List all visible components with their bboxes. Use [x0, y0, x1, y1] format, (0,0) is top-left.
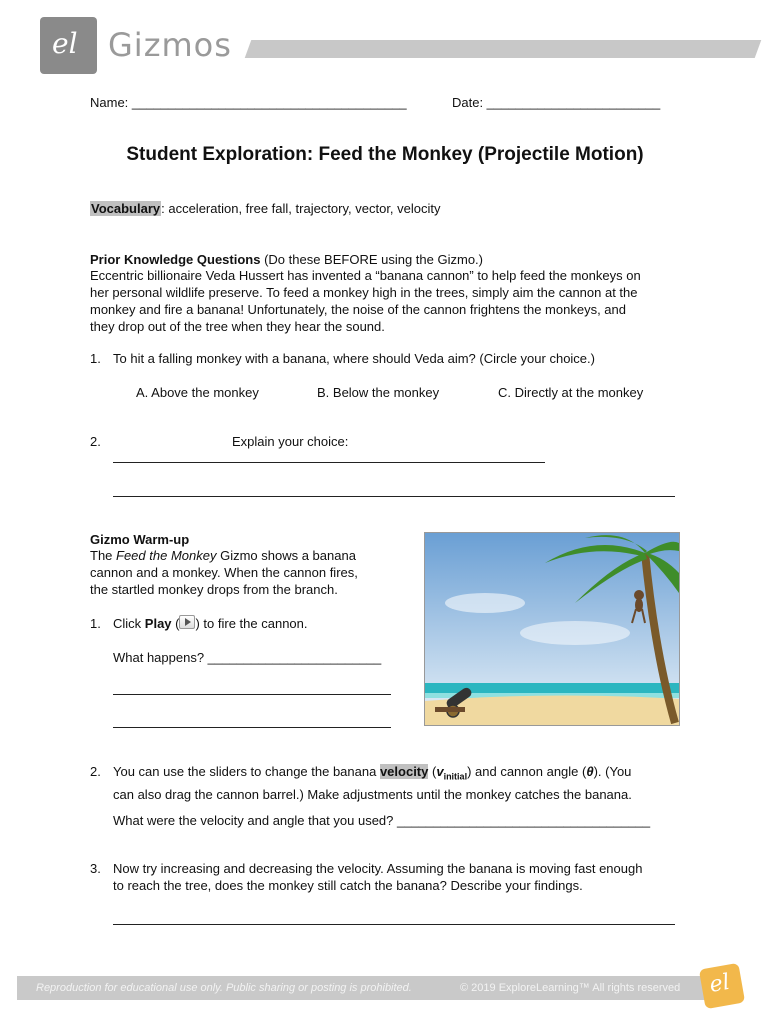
- choice-b[interactable]: B. Below the monkey: [317, 385, 440, 400]
- prior-line: they drop out of the tree when they hear the sound.: [90, 319, 385, 334]
- prior-q1-number: 1.: [90, 351, 101, 366]
- vocabulary: [90, 200, 441, 217]
- prior-q1-text: To hit a falling monkey with a banana, where should Veda aim? (Circle your choice.): [113, 351, 595, 366]
- q3-line: to reach the tree, does the monkey still catch the banana? Describe your findings.: [113, 878, 583, 893]
- page-title: Student Exploration: Feed the Monkey (Projectile Motion): [126, 144, 644, 165]
- q3-line: Now try increasing and decreasing the velocity. Assuming the banana is moving fast enough: [113, 861, 643, 876]
- footer-copyright: © 2019 ExploreLearning™ All rights reserved: [460, 982, 681, 994]
- prior-q2-number: 2.: [90, 434, 101, 449]
- q2-text: (: [428, 764, 437, 779]
- answer-line[interactable]: [113, 727, 391, 728]
- prior-paragraph: [90, 267, 690, 335]
- vocabulary-terms: : acceleration, free fall, trajectory, vector, velocity: [161, 201, 441, 216]
- q1-text: (: [171, 616, 180, 631]
- gizmo-scene: [425, 533, 679, 725]
- warmup-intro-line: the startled monkey drops from the branch.: [90, 582, 338, 597]
- warmup-q2-number: 2.: [90, 764, 101, 779]
- answer-line[interactable]: [113, 694, 391, 695]
- prior-heading-note: (Do these BEFORE using the Gizmo.): [260, 252, 483, 267]
- warmup-q1-number: 1.: [90, 616, 101, 631]
- q2-text: ). (You: [593, 764, 632, 779]
- initial-subscript: initial: [443, 771, 468, 782]
- gizmo-name: Feed the Monkey: [116, 548, 217, 563]
- answer-line[interactable]: [113, 462, 545, 463]
- gizmo-screenshot: [424, 532, 680, 726]
- warmup-q3-text: [113, 860, 693, 894]
- warmup-intro-text: Gizmo shows a banana: [216, 548, 356, 563]
- explorelearning-logo: [40, 17, 97, 74]
- footer-notice: Reproduction for educational use only. Public sharing or posting is prohibited.: [36, 982, 412, 994]
- q1-text: ) to fire the cannon.: [195, 616, 308, 631]
- header-bar: [245, 40, 762, 58]
- play-label: Play: [144, 616, 172, 631]
- vocabulary-label: Vocabulary: [91, 201, 161, 216]
- velocity-angle-prompt: What were the velocity and angle that you used? ___________________________________: [113, 813, 651, 828]
- warmup-intro-line: cannon and a monkey. When the cannon fires,: [90, 565, 358, 580]
- prior-q2-text: Explain your choice:: [232, 434, 349, 449]
- q2-text: You can use the sliders to change the banana: [113, 764, 380, 779]
- play-icon[interactable]: [179, 615, 195, 629]
- what-happens-prompt: What happens? ________________________: [113, 650, 382, 665]
- prior-line: monkey and fire a banana! Unfortunately, the noise of the cannon frightens the monkeys, and: [90, 302, 626, 317]
- answer-line[interactable]: [113, 924, 675, 925]
- choice-a[interactable]: A. Above the monkey: [136, 385, 259, 400]
- prior-knowledge-heading: [90, 251, 690, 268]
- q2-text: ) and cannon angle (: [467, 764, 587, 779]
- answer-line[interactable]: [113, 496, 675, 497]
- v-symbol: v: [436, 764, 444, 779]
- warmup-intro-text: The: [90, 548, 117, 563]
- badge-mark: el: [707, 969, 732, 998]
- name-field: Name: ______________________________________: [90, 95, 407, 110]
- warmup-q3-number: 3.: [90, 861, 101, 876]
- choice-c[interactable]: C. Directly at the monkey: [498, 385, 644, 400]
- brand-name: Gizmos: [108, 26, 232, 64]
- theta-symbol: θ: [586, 764, 594, 779]
- logo-mark: el: [52, 27, 78, 60]
- q2-line2: can also drag the cannon barrel.) Make adjustments until the monkey catches the banana.: [113, 786, 632, 802]
- prior-line: her personal wildlife preserve. To feed a monkey high in the trees, simply aim the cannon at the: [90, 285, 638, 300]
- warmup-q1-text: [113, 615, 393, 632]
- warmup-intro: [90, 547, 390, 598]
- q1-text: Click: [113, 616, 145, 631]
- warmup-heading: Gizmo Warm-up: [90, 532, 190, 547]
- date-field: Date: ________________________: [452, 95, 661, 110]
- explorelearning-badge-icon: [699, 963, 745, 1009]
- warmup-q2-text: [113, 763, 683, 803]
- velocity-term: velocity: [379, 764, 429, 779]
- prior-heading: Prior Knowledge Questions: [90, 252, 261, 267]
- prior-line: Eccentric billionaire Veda Hussert has invented a “banana cannon” to help feed the monkeys on: [90, 268, 641, 283]
